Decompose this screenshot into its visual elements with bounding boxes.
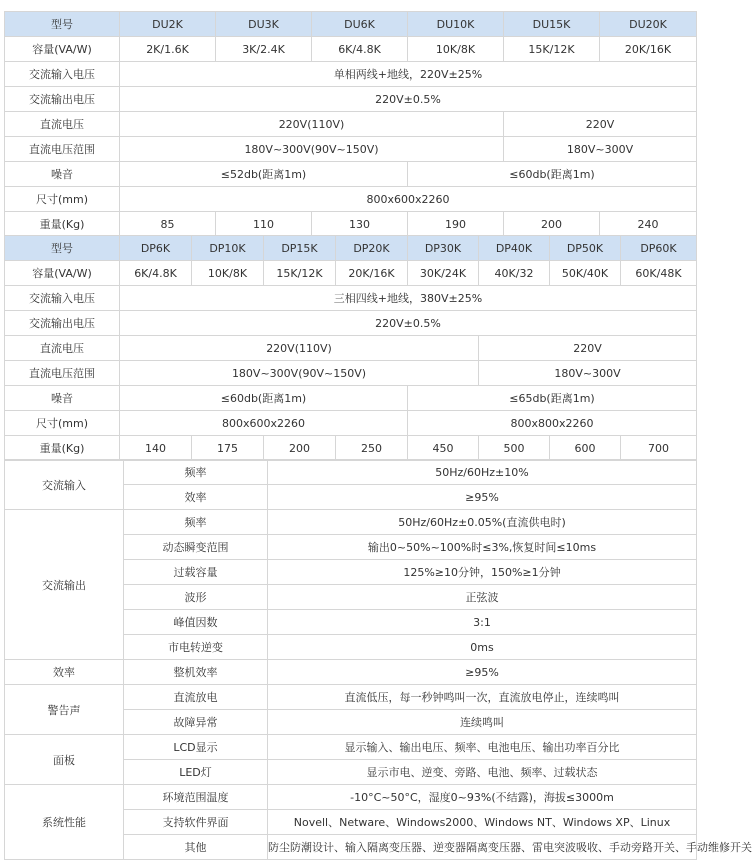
model-du6k: DU6K bbox=[312, 12, 408, 37]
model-dp10k: DP10K bbox=[192, 236, 264, 261]
row-label: 重量(Kg) bbox=[5, 436, 120, 461]
cell: 240 bbox=[600, 212, 697, 237]
cell: 显示市电、逆变、旁路、电池、频率、过载状态 bbox=[268, 760, 697, 785]
cell: 250 bbox=[336, 436, 408, 461]
cell: 直流低压，每一秒钟鸣叫一次，直流放电停止，连续鸣叫 bbox=[268, 685, 697, 710]
group-label: 效率 bbox=[5, 660, 124, 685]
cell: 200 bbox=[504, 212, 600, 237]
model-dp30k: DP30K bbox=[408, 236, 479, 261]
sub-label: 波形 bbox=[124, 585, 268, 610]
cell: 0ms bbox=[268, 635, 697, 660]
sub-label: 频率 bbox=[124, 460, 268, 485]
sub-label: 效率 bbox=[124, 485, 268, 510]
row-label: 直流电压范围 bbox=[5, 137, 120, 162]
dp-noise-row bbox=[5, 386, 697, 411]
cell: ≥95% bbox=[268, 485, 697, 510]
sub-label: 过载容量 bbox=[124, 560, 268, 585]
sub-label: 其他 bbox=[124, 835, 268, 860]
cell: 600 bbox=[550, 436, 621, 461]
dp-spec-table bbox=[4, 235, 697, 461]
cell: 单相两线+地线，220V±25% bbox=[120, 62, 697, 87]
cell: 180V~300V(90V~150V) bbox=[120, 361, 479, 386]
cell: 110 bbox=[216, 212, 312, 237]
dp-header-row bbox=[5, 236, 697, 261]
cell: 175 bbox=[192, 436, 264, 461]
cell: 190 bbox=[408, 212, 504, 237]
sub-label: 峰值因数 bbox=[124, 610, 268, 635]
cell: 正弦波 bbox=[268, 585, 697, 610]
model-du15k: DU15K bbox=[504, 12, 600, 37]
system-temp-row bbox=[5, 785, 697, 810]
cell: 50K/40K bbox=[550, 261, 621, 286]
du-spec-table bbox=[4, 11, 697, 237]
sub-label: 动态瞬变范围 bbox=[124, 535, 268, 560]
model-du20k: DU20K bbox=[600, 12, 697, 37]
model-label: 型号 bbox=[5, 12, 120, 37]
cell: ≤52db(距离1m) bbox=[120, 162, 408, 187]
cell: 3:1 bbox=[268, 610, 697, 635]
dp-size-row bbox=[5, 411, 697, 436]
model-du10k: DU10K bbox=[408, 12, 504, 37]
cell: ≤60db(距离1m) bbox=[408, 162, 697, 187]
row-label: 交流输入电压 bbox=[5, 62, 120, 87]
group-label: 交流输入 bbox=[5, 460, 124, 510]
cell: 6K/4.8K bbox=[312, 37, 408, 62]
panel-lcd-row bbox=[5, 735, 697, 760]
cell: 85 bbox=[120, 212, 216, 237]
cell: 220V(110V) bbox=[120, 112, 504, 137]
cell: 220V(110V) bbox=[120, 336, 479, 361]
model-dp40k: DP40K bbox=[479, 236, 550, 261]
cell: 180V~300V bbox=[504, 137, 697, 162]
du-dc-voltage-row bbox=[5, 112, 697, 137]
cell: -10°C~50°C，湿度0~93%(不结露)，海拔≤3000m bbox=[268, 785, 697, 810]
row-label: 重量(Kg) bbox=[5, 212, 120, 237]
sub-label: 支持软件界面 bbox=[124, 810, 268, 835]
sub-label: LED灯 bbox=[124, 760, 268, 785]
dp-ac-input-row bbox=[5, 286, 697, 311]
cell: 800x600x2260 bbox=[120, 411, 408, 436]
row-label: 容量(VA/W) bbox=[5, 37, 120, 62]
du-weight-row bbox=[5, 212, 697, 237]
cell: 40K/32 bbox=[479, 261, 550, 286]
cell: ≥95% bbox=[268, 660, 697, 685]
cell: 180V~300V bbox=[479, 361, 697, 386]
du-noise-row bbox=[5, 162, 697, 187]
sub-label: 故障异常 bbox=[124, 710, 268, 735]
dp-weight-row bbox=[5, 436, 697, 461]
group-label: 面板 bbox=[5, 735, 124, 785]
cell: 50Hz/60Hz±10% bbox=[268, 460, 697, 485]
sub-label: 整机效率 bbox=[124, 660, 268, 685]
cell: 30K/24K bbox=[408, 261, 479, 286]
cell: 220V bbox=[479, 336, 697, 361]
dp-ac-output-row bbox=[5, 311, 697, 336]
row-label: 直流电压范围 bbox=[5, 361, 120, 386]
cell: 200 bbox=[264, 436, 336, 461]
model-du2k: DU2K bbox=[120, 12, 216, 37]
cell: 2K/1.6K bbox=[120, 37, 216, 62]
row-label: 尺寸(mm) bbox=[5, 187, 120, 212]
row-label: 噪音 bbox=[5, 162, 120, 187]
cell: 130 bbox=[312, 212, 408, 237]
row-label: 容量(VA/W) bbox=[5, 261, 120, 286]
cell: 20K/16K bbox=[600, 37, 697, 62]
common-spec-table bbox=[4, 459, 752, 860]
model-dp6k: DP6K bbox=[120, 236, 192, 261]
sub-label: 市电转逆变 bbox=[124, 635, 268, 660]
model-label: 型号 bbox=[5, 236, 120, 261]
alarm-dc-row bbox=[5, 685, 697, 710]
cell: 3K/2.4K bbox=[216, 37, 312, 62]
row-label: 直流电压 bbox=[5, 112, 120, 137]
cell: 500 bbox=[479, 436, 550, 461]
cell: 10K/8K bbox=[408, 37, 504, 62]
cell: 显示输入、输出电压、频率、电池电压、输出功率百分比 bbox=[268, 735, 697, 760]
cell: ≤60db(距离1m) bbox=[120, 386, 408, 411]
cell: 15K/12K bbox=[264, 261, 336, 286]
cell: 450 bbox=[408, 436, 479, 461]
cell: 三相四线+地线，380V±25% bbox=[120, 286, 697, 311]
row-label: 交流输入电压 bbox=[5, 286, 120, 311]
du-dc-range-row bbox=[5, 137, 697, 162]
row-label: 交流输出电压 bbox=[5, 87, 120, 112]
du-ac-input-row bbox=[5, 62, 697, 87]
row-label: 尺寸(mm) bbox=[5, 411, 120, 436]
cell: 50Hz/60Hz±0.05%(直流供电时) bbox=[268, 510, 697, 535]
cell: 220V±0.5% bbox=[120, 87, 697, 112]
cell: 输出0~50%~100%时≤3%,恢复时间≤10ms bbox=[268, 535, 697, 560]
cell: 140 bbox=[120, 436, 192, 461]
sub-label: 环境范围温度 bbox=[124, 785, 268, 810]
dp-dc-range-row bbox=[5, 361, 697, 386]
dp-dc-voltage-row bbox=[5, 336, 697, 361]
model-dp20k: DP20K bbox=[336, 236, 408, 261]
group-label: 系统性能 bbox=[5, 785, 124, 860]
du-header-row bbox=[5, 12, 697, 37]
model-dp60k: DP60K bbox=[621, 236, 697, 261]
cell: 800x800x2260 bbox=[408, 411, 697, 436]
row-label: 交流输出电压 bbox=[5, 311, 120, 336]
cell: 6K/4.8K bbox=[120, 261, 192, 286]
sub-label: 直流放电 bbox=[124, 685, 268, 710]
efficiency-row bbox=[5, 660, 697, 685]
row-label: 噪音 bbox=[5, 386, 120, 411]
du-capacity-row bbox=[5, 37, 697, 62]
cell: 10K/8K bbox=[192, 261, 264, 286]
cell: Novell、Netware、Windows2000、Windows NT、Windows XP、Linux bbox=[268, 810, 697, 835]
sub-label: 频率 bbox=[124, 510, 268, 535]
dp-capacity-row bbox=[5, 261, 697, 286]
cell: 800x600x2260 bbox=[120, 187, 697, 212]
cell: 220V±0.5% bbox=[120, 311, 697, 336]
cell: 125%≥10分钟，150%≥1分钟 bbox=[268, 560, 697, 585]
model-du3k: DU3K bbox=[216, 12, 312, 37]
group-label: 交流输出 bbox=[5, 510, 124, 660]
ac-output-freq-row bbox=[5, 510, 697, 535]
cell: 连续鸣叫 bbox=[268, 710, 697, 735]
cell: 220V bbox=[504, 112, 697, 137]
cell: 180V~300V(90V~150V) bbox=[120, 137, 504, 162]
cell: ≤65db(距离1m) bbox=[408, 386, 697, 411]
cell: 60K/48K bbox=[621, 261, 697, 286]
sub-label: LCD显示 bbox=[124, 735, 268, 760]
cell: 700 bbox=[621, 436, 697, 461]
cell: 20K/16K bbox=[336, 261, 408, 286]
cell: 15K/12K bbox=[504, 37, 600, 62]
cell: 防尘防潮设计、输入隔离变压器、逆变器隔离变压器、雷电突波吸收、手动旁路开关、手动维修开关 bbox=[268, 835, 697, 860]
du-ac-output-row bbox=[5, 87, 697, 112]
du-size-row bbox=[5, 187, 697, 212]
model-dp50k: DP50K bbox=[550, 236, 621, 261]
row-label: 直流电压 bbox=[5, 336, 120, 361]
model-dp15k: DP15K bbox=[264, 236, 336, 261]
group-label: 警告声 bbox=[5, 685, 124, 735]
ac-input-freq-row bbox=[5, 460, 697, 485]
